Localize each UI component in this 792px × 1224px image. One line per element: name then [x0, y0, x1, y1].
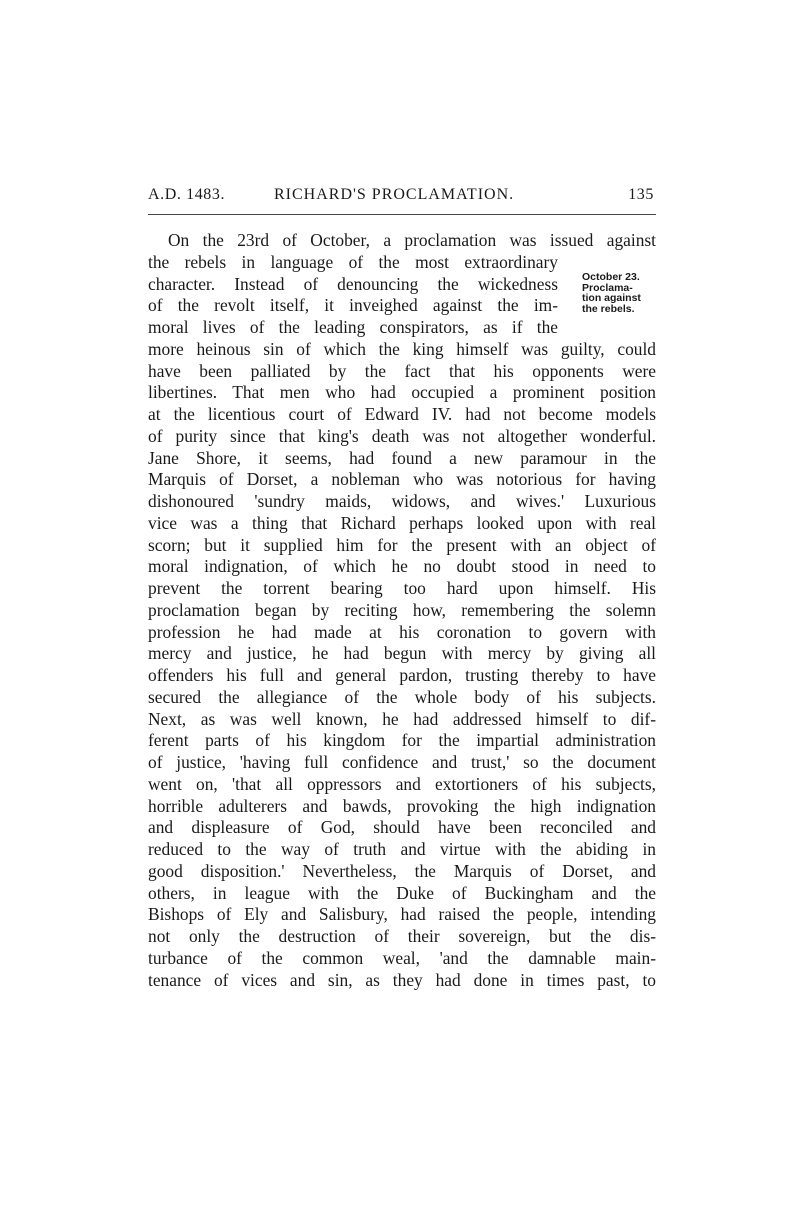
text-line: profession he had made at his coronation to govern with	[148, 621, 656, 642]
text-line: Marquis of Dorset, a nobleman who was notorious for having	[148, 469, 656, 490]
text-line: the rebels in language of the most extraordinary	[148, 251, 558, 272]
text-line: went on, 'that all oppressors and extortioners of his subjects,	[148, 773, 656, 794]
text-line: dishonoured 'sundry maids, widows, and wives.' Luxurious	[148, 491, 656, 511]
margin-note-line: Proclama-	[582, 281, 633, 294]
text-line: reduced to the way of truth and virtue with the abiding in	[148, 839, 656, 859]
margin-note-line: tion against	[582, 292, 641, 304]
running-header	[148, 186, 656, 208]
text-line: horrible adulterers and bawds, provoking the high indignation	[148, 795, 656, 816]
text-line: have been palliated by the fact that his opponents were	[148, 360, 656, 381]
text-line: and displeasure of God, should have been reconciled and	[148, 817, 656, 838]
text-line: moral lives of the leading conspirators, as if the	[148, 317, 558, 337]
text-line: of justice, 'having full confidence and trust,' so the document	[148, 752, 656, 772]
text-line: of the revolt itself, it inveighed against the im-	[148, 295, 558, 316]
text-line: turbance of the common weal, 'and the damnable main-	[148, 947, 656, 968]
text-line: mercy and justice, he had begun with mercy by giving all	[148, 643, 656, 664]
header-title: RICHARD'S PROCLAMATION.	[274, 186, 515, 203]
text-line: not only the destruction of their sovereign, but the dis-	[148, 926, 656, 946]
text-line: ferent parts of his kingdom for the impartial administration	[148, 730, 656, 751]
page-number: 135	[628, 186, 654, 203]
text-line: prevent the torrent bearing too hard upon himself. His	[148, 578, 656, 598]
text-line: at the licentious court of Edward IV. had not become models	[148, 404, 656, 424]
margin-note-line: October 23.	[582, 271, 640, 283]
text-line: offenders his full and general pardon, trusting thereby to have	[148, 665, 656, 685]
text-line: libertines. That men who had occupied a prominent position	[148, 382, 656, 403]
text-line: Next, as was well known, he had addressed himself to dif-	[148, 708, 656, 729]
text-line: secured the allegiance of the whole body of his subjects.	[148, 686, 656, 707]
text-line: tenance of vices and sin, as they had done in times past, to	[148, 969, 656, 990]
header-date: A.D. 1483.	[148, 186, 226, 203]
text-line: character. Instead of denouncing the wickedness	[148, 273, 558, 294]
body-paragraph	[148, 230, 656, 991]
text-line: more heinous sin of which the king himself was guilty, could	[148, 338, 656, 359]
text-line: others, in league with the Duke of Buckingham and the	[148, 882, 656, 903]
text-line: Bishops of Ely and Salisbury, had raised the people, intending	[148, 904, 656, 925]
text-line: scorn; but it supplied him for the present with an object of	[148, 534, 656, 555]
text-line: good disposition.' Nevertheless, the Marquis of Dorset, and	[148, 860, 656, 881]
text-line: vice was a thing that Richard perhaps looked upon with real	[148, 512, 656, 533]
header-rule	[148, 214, 656, 215]
text-line: On the 23rd of October, a proclamation was issued against	[168, 230, 656, 250]
text-line: Jane Shore, it seems, had found a new paramour in the	[148, 447, 656, 468]
text-line: proclamation began by reciting how, remembering the solemn	[148, 599, 656, 620]
text-line: of purity since that king's death was not altogether wonderful.	[148, 425, 656, 446]
text-line: moral indignation, of which he no doubt stood in need to	[148, 556, 656, 577]
margin-note-line: the rebels.	[582, 302, 635, 315]
